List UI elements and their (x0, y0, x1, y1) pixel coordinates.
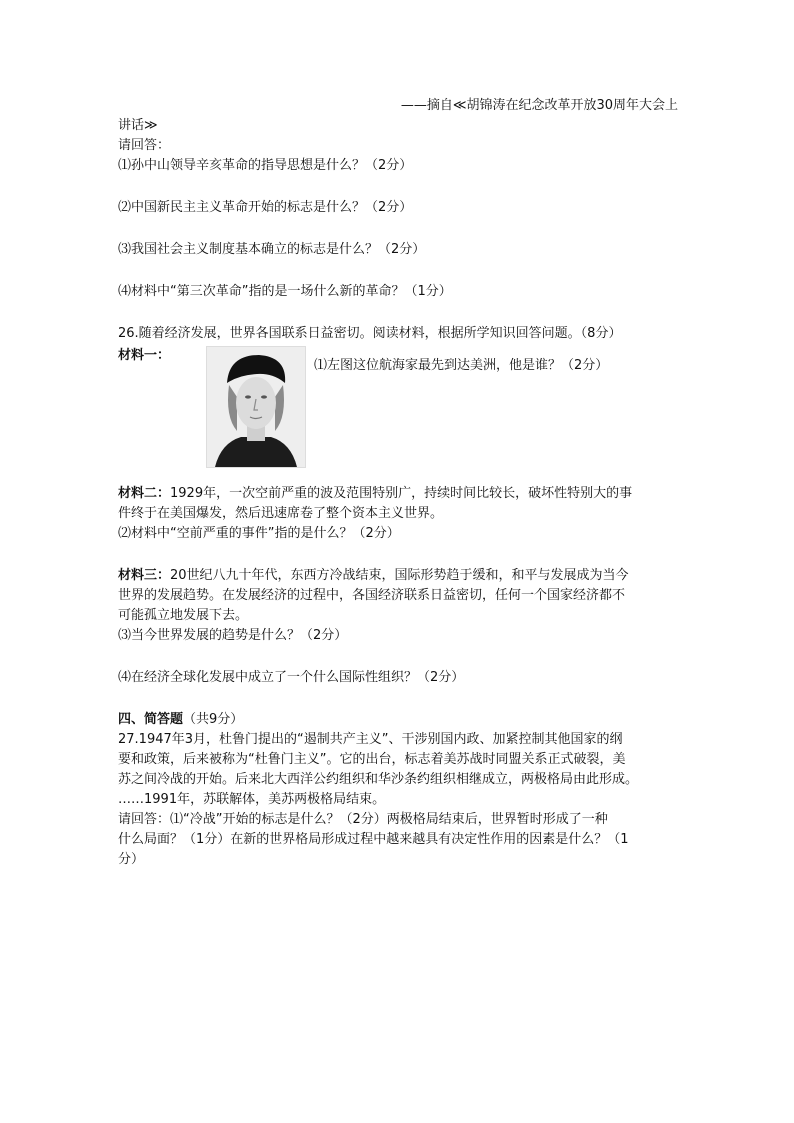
material-two-text-2: 件终于在美国爆发，然后迅速席卷了整个资本主义世界。 (118, 506, 444, 521)
q27-line-5: 请回答：⑴“冷战”开始的标志是什么？（2分）两极格局结束后，世界暂时形成了一种 (118, 812, 608, 827)
q25-sub4: ⑷材料中“第三次革命”指的是一场什么新的革命？（1分） (118, 284, 452, 299)
q27-line-1: 27.1947年3月，杜鲁门提出的“遏制共产主义”、干涉别国内政、加紧控制其他国家的纲 (118, 732, 623, 747)
quote-source-cont: 讲话≫ (118, 118, 158, 133)
material-two-text-1: 1929年，一次空前严重的波及范围特别广，持续时间比较长，破坏性特别大的事 (170, 486, 633, 501)
q25-prompt: 请回答： (118, 138, 171, 153)
material-three-text-3: 可能孤立地发展下去。 (118, 608, 249, 623)
material-one-question: ⑴左图这位航海家最先到达美洲，他是谁？（2分） (314, 358, 609, 373)
material-three-text-1: 20世纪八九十年代，东西方冷战结束，国际形势趋于缓和，和平与发展成为当今 (170, 568, 629, 583)
section-four-title: 四、简答题 (118, 712, 184, 727)
q27-line-4: ……1991年，苏联解体，美苏两极格局结束。 (118, 792, 386, 807)
q27-line-3: 苏之间冷战的开始。后来北大西洋公约组织和华沙条约组织相继成立，两极格局由此形成。 (118, 772, 639, 787)
material-three-label: 材料三： (118, 568, 171, 583)
material-three-question-4: ⑷在经济全球化发展中成立了一个什么国际性组织？（2分） (118, 670, 465, 685)
q25-sub2: ⑵中国新民主主义革命开始的标志是什么？（2分） (118, 200, 413, 215)
q27-line-7: 分） (118, 852, 145, 867)
material-two-question: ⑵材料中“空前严重的事件”指的是什么？（2分） (118, 526, 400, 541)
material-three-question-3: ⑶当今世界发展的趋势是什么？（2分） (118, 628, 348, 643)
exam-page (118, 96, 678, 870)
q27-line-2: 要和政策，后来被称为“杜鲁门主义”。它的出台，标志着美苏战时同盟关系正式破裂，美 (118, 752, 626, 767)
q26-heading: 26.随着经济发展，世界各国联系日益密切。阅读材料，根据所学知识回答问题。（8分） (118, 326, 622, 341)
material-two-label: 材料二： (118, 486, 171, 501)
material-one-label: 材料一： (118, 348, 171, 363)
quote-source: ——摘自≪胡锦涛在纪念改革开放30周年大会上 (400, 98, 678, 113)
section-four-points: （共9分） (183, 712, 244, 727)
material-one (118, 346, 678, 472)
q27-line-6: 什么局面？（1分）在新的世界格局形成过程中越来越具有决定性作用的因素是什么？（1 (118, 832, 629, 847)
q25-sub3: ⑶我国社会主义制度基本确立的标志是什么？（2分） (118, 242, 426, 257)
navigator-portrait-image (206, 346, 306, 468)
material-three-text-2: 世界的发展趋势。在发展经济的过程中，各国经济联系日益密切，任何一个国家经济都不 (118, 588, 626, 603)
q25-sub1: ⑴孙中山领导辛亥革命的指导思想是什么？（2分） (118, 158, 413, 173)
